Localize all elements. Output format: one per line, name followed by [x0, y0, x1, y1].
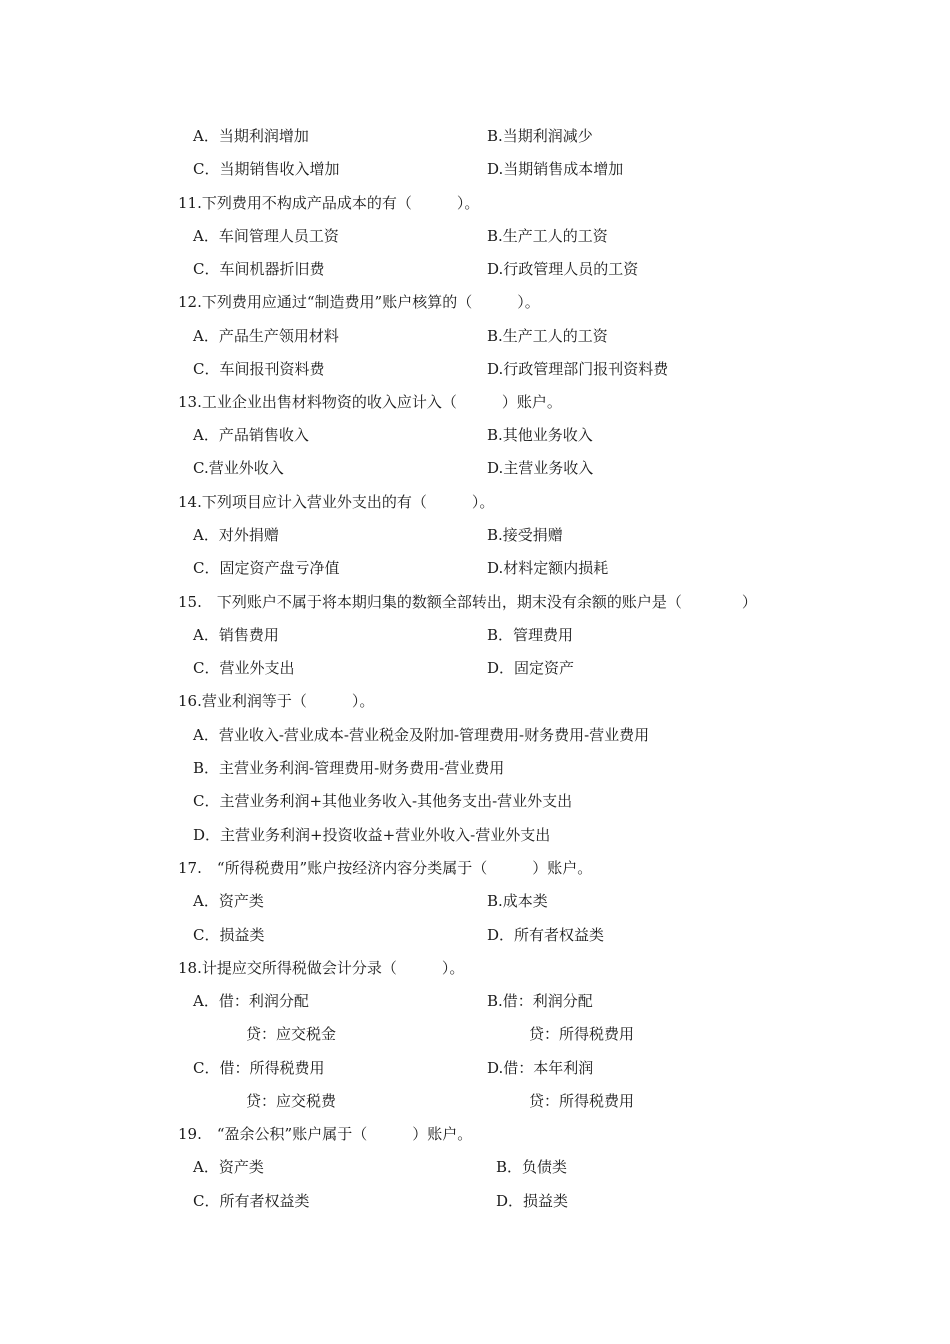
q13-option-a: A．产品销售收入 [193, 426, 309, 444]
q19-option-a: A．资产类 [193, 1158, 264, 1176]
q17-stem: 17. “所得税费用”账户按经济内容分类属于（ ）账户。 [178, 859, 593, 877]
q10-option-d: D.当期销售成本增加 [487, 160, 624, 178]
q16-option-b: B．主营业务利润-管理费用-财务费用-营业费用 [193, 759, 505, 777]
q11-option-c: C．车间机器折旧费 [193, 260, 325, 278]
q10-option-b: B.当期利润减少 [487, 127, 593, 145]
q15-option-d: D．固定资产 [487, 659, 575, 677]
q19-option-d: D．损益类 [496, 1192, 569, 1210]
q14-option-c: C．固定资产盘亏净值 [193, 559, 340, 577]
q13-option-b: B.其他业务收入 [487, 426, 593, 444]
q15-option-a: A．销售费用 [193, 626, 279, 644]
q17-option-c: C．损益类 [193, 926, 265, 944]
q14-option-b: B.接受捐赠 [487, 526, 563, 544]
q10-option-c: C．当期销售收入增加 [193, 160, 340, 178]
q11-option-a: A．车间管理人员工资 [193, 227, 339, 245]
q13-stem: 13.工业企业出售材料物资的收入应计入（ ）账户。 [178, 393, 562, 411]
q19-stem: 19. “盈余公积”账户属于（ ）账户。 [178, 1125, 473, 1143]
q18-option-d-credit: 贷：所得税费用 [529, 1092, 635, 1110]
q15-option-c: C．营业外支出 [193, 659, 295, 677]
q18-option-d: D.借：本年利润 [487, 1059, 594, 1077]
q14-stem: 14.下列项目应计入营业外支出的有（ ）。 [178, 493, 495, 511]
q12-option-d: D.行政管理部门报刊资料费 [487, 360, 669, 378]
q18-option-b: B.借：利润分配 [487, 992, 593, 1010]
q13-option-d: D.主营业务收入 [487, 459, 594, 477]
q18-stem: 18.计提应交所得税做会计分录（ ）。 [178, 959, 465, 977]
q18-option-a-credit: 贷：应交税金 [246, 1025, 337, 1043]
q16-option-a: A．营业收入-营业成本-营业税金及附加-管理费用-财务费用-营业费用 [193, 726, 650, 744]
q11-stem: 11.下列费用不构成产品成本的有（ ）。 [178, 194, 480, 212]
q13-option-c: C.营业外收入 [193, 459, 284, 477]
q18-option-c-credit: 贷：应交税费 [246, 1092, 337, 1110]
q14-option-a: A．对外捐赠 [193, 526, 279, 544]
q14-option-d: D.材料定额内损耗 [487, 559, 609, 577]
q18-option-a: A．借：利润分配 [193, 992, 309, 1010]
q16-stem: 16.营业利润等于（ ）。 [178, 692, 375, 710]
q12-option-b: B.生产工人的工资 [487, 327, 608, 345]
q17-option-a: A．资产类 [193, 892, 264, 910]
q19-option-c: C．所有者权益类 [193, 1192, 310, 1210]
q10-option-a: A．当期利润增加 [193, 127, 309, 145]
q17-option-b: B.成本类 [487, 892, 548, 910]
q19-option-b: B．负债类 [496, 1158, 568, 1176]
q12-option-a: A．产品生产领用材料 [193, 327, 339, 345]
q16-option-d: D．主营业务利润+投资收益+营业外收入-营业外支出 [193, 826, 551, 844]
q18-option-b-credit: 贷：所得税费用 [529, 1025, 635, 1043]
q15-option-b: B．管理费用 [487, 626, 574, 644]
q18-option-c: C．借：所得税费用 [193, 1059, 325, 1077]
q16-option-c: C．主营业务利润+其他业务收入-其他务支出-营业外支出 [193, 792, 573, 810]
q17-option-d: D．所有者权益类 [487, 926, 605, 944]
q12-stem: 12.下列费用应通过“制造费用”账户核算的（ ）。 [178, 293, 540, 311]
q11-option-d: D.行政管理人员的工资 [487, 260, 639, 278]
q12-option-c: C．车间报刊资料费 [193, 360, 325, 378]
q11-option-b: B.生产工人的工资 [487, 227, 608, 245]
q15-stem: 15. 下列账户不属于将本期归集的数额全部转出，期末没有余额的账户是（ ） [178, 593, 757, 611]
